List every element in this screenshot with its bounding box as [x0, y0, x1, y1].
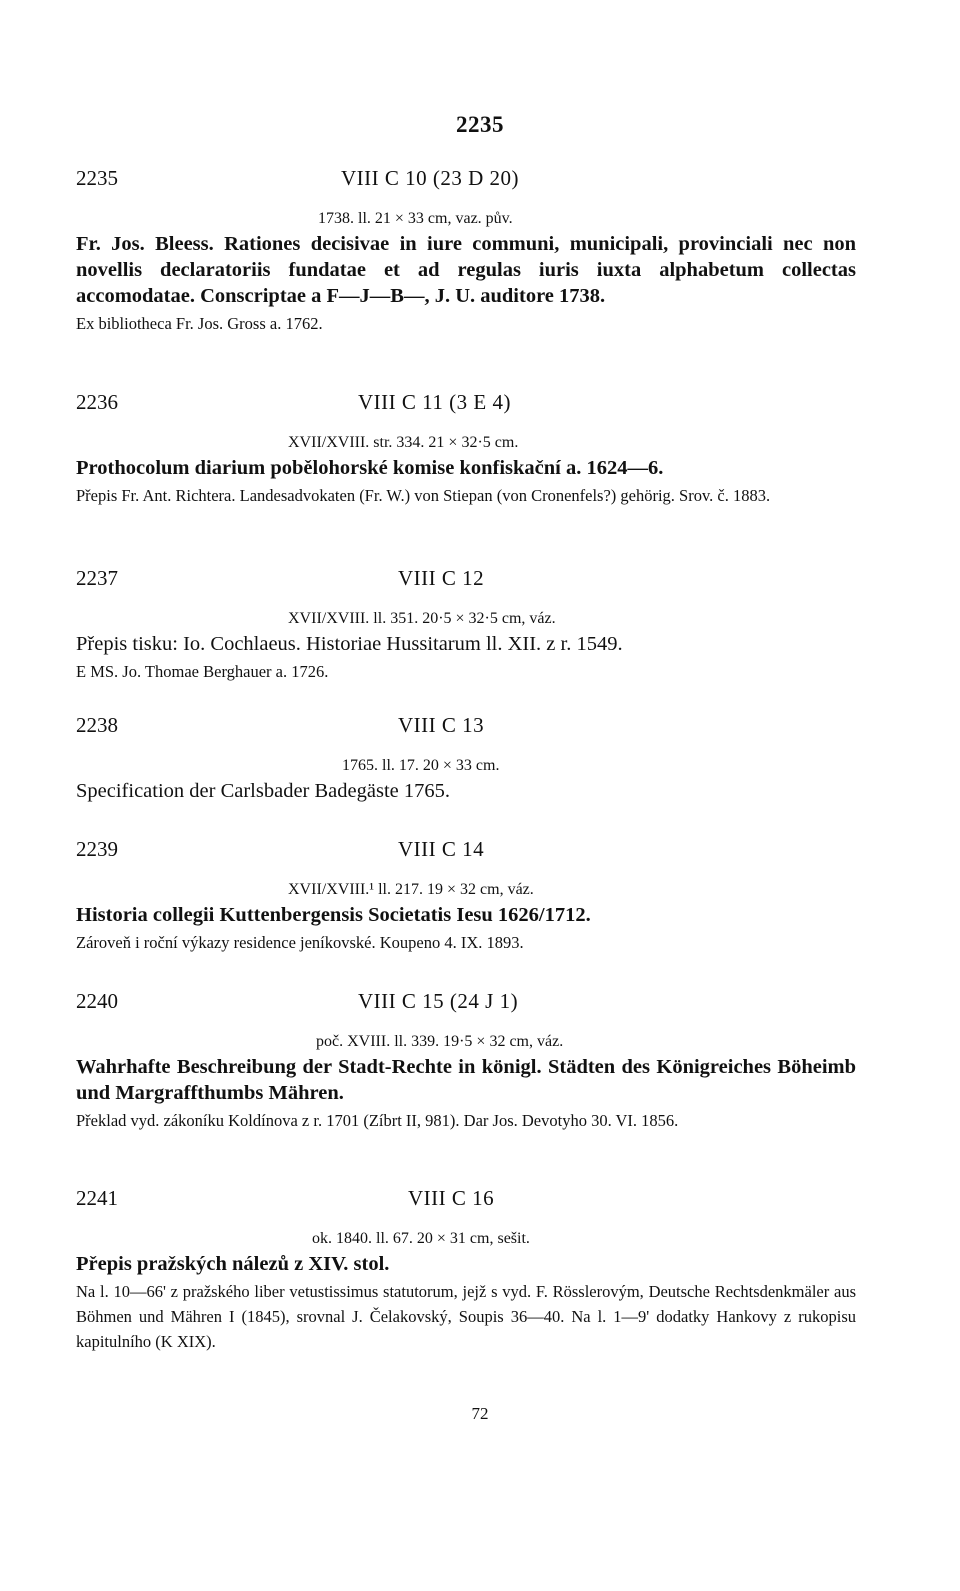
entry-heading: [76, 837, 856, 869]
entry-note: Ex bibliotheca Fr. Jos. Gross a. 1762.: [76, 314, 323, 333]
shelfmark: VIII C 15 (24 J 1): [358, 989, 519, 1013]
entry-heading: [76, 713, 856, 745]
entry-number: 2239: [76, 837, 118, 861]
catalogue-entry: [76, 166, 856, 336]
entry-title: Fr. Jos. Bleess. Rationes decisivae in iure communi, municipali, provinciali nec non novellis declaratoriis fundatae et ad regulas iuris iuxta alphabetum collectas accomodatae. Conscriptae a F—J—B—, J. U. auditore 1738.: [76, 233, 856, 307]
physical-description: 1738. ll. 21 × 33 cm, vaz. pův.: [318, 210, 513, 227]
shelfmark: VIII C 13: [398, 713, 485, 737]
entry-number: 2237: [76, 566, 118, 590]
entry-heading: [76, 166, 856, 198]
entry-title: Přepis tisku: Io. Cochlaeus. Historiae Hussitarum ll. XII. z r. 1549.: [76, 633, 623, 655]
physical-description: poč. XVIII. ll. 339. 19·5 × 32 cm, váz.: [316, 1033, 564, 1050]
entry-number: 2235: [76, 166, 118, 190]
entry-title: Specification der Carlsbader Badegäste 1765.: [76, 780, 450, 802]
entry-heading: [76, 566, 856, 598]
entry-note: Na l. 10—66' z pražského liber vetustissimus statutorum, jejž s vyd. F. Rösslerovým, Deutsche Rechtsdenkmäler aus Böhmen und Mähren I (1845), srovnal J. Čelakovský, Soupis 36—40. Na l. 1—9' dodatky Hankovy z rukopisu kapitulního (K XIX).: [76, 1282, 856, 1351]
entry-title: Historia collegii Kuttenbergensis Societatis Iesu 1626/1712.: [76, 904, 591, 926]
catalogue-entry: [76, 713, 856, 804]
entry-number: 2240: [76, 989, 118, 1013]
entry-heading: [76, 989, 856, 1021]
page-number: 72: [471, 1404, 489, 1423]
physical-description: XVII/XVIII.¹ ll. 217. 19 × 32 cm, váz.: [288, 881, 534, 898]
shelfmark: VIII C 11 (3 E 4): [358, 390, 511, 414]
shelfmark: VIII C 12: [398, 566, 485, 590]
shelfmark: VIII C 14: [398, 837, 485, 861]
entry-heading: [76, 1186, 856, 1218]
catalogue-entry: [76, 989, 856, 1133]
entry-note: Přepis Fr. Ant. Richtera. Landesadvokaten (Fr. W.) von Stiepan (von Cronenfels?) gehörig. Srov. č. 1883.: [76, 486, 771, 505]
entry-number: 2238: [76, 713, 118, 737]
entry-note: Zároveň i roční výkazy residence jeníkovské. Koupeno 4. IX. 1893.: [76, 933, 524, 952]
running-head: 2235: [456, 112, 504, 137]
entry-note: E MS. Jo. Thomae Berghauer a. 1726.: [76, 662, 329, 681]
catalogue-entry: [76, 837, 856, 955]
entry-number: 2236: [76, 390, 118, 414]
entry-title: Prothocolum diarium pobělohorské komise konfiskační a. 1624—6.: [76, 457, 664, 479]
physical-description: XVII/XVIII. str. 334. 21 × 32·5 cm.: [288, 434, 519, 451]
entry-title: Přepis pražských nálezů z XIV. stol.: [76, 1253, 390, 1275]
entry-note: Překlad vyd. zákoníku Koldínova z r. 1701 (Zíbrt II, 981). Dar Jos. Devotyho 30. VI. 1856.: [76, 1111, 679, 1130]
catalogue-entry: [76, 390, 856, 508]
entry-heading: [76, 390, 856, 422]
shelfmark: VIII C 16: [408, 1186, 495, 1210]
catalogue-entry: [76, 566, 856, 684]
physical-description: XVII/XVIII. ll. 351. 20·5 × 32·5 cm, váz.: [288, 610, 556, 627]
entry-number: 2241: [76, 1186, 118, 1210]
physical-description: ok. 1840. ll. 67. 20 × 31 cm, sešit.: [312, 1230, 530, 1247]
entry-title: Wahrhafte Beschreibung der Stadt-Rechte in königl. Städten des Königreiches Böheimb und Margraffthumbs Mähren.: [76, 1056, 856, 1104]
shelfmark: VIII C 10 (23 D 20): [341, 166, 520, 190]
physical-description: 1765. ll. 17. 20 × 33 cm.: [342, 757, 500, 774]
catalogue-entry: [76, 1186, 856, 1354]
